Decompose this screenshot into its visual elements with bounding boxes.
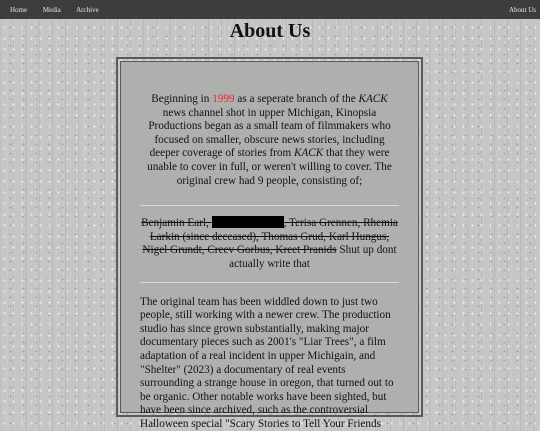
- top-navbar: [0, 0, 540, 19]
- crew-struck-b: , Terisa Grennen, Rhemia Larkin (since deceased), Thomas Grud, Karl Hungus, Nigel Grundt, Creev Gorbus, Kreet Pranids: [142, 217, 398, 257]
- redaction-bar: [212, 216, 284, 228]
- nav-home-link[interactable]: Home: [10, 6, 28, 14]
- intro-paragraph: [140, 93, 399, 188]
- content-frame: [116, 57, 423, 430]
- page-title: About Us: [229, 20, 311, 42]
- history-paragraph: The original team has been widdled down to just two people, still working with a newer crew. The production studio has since grown substantially, making major documentary pieces such as 2001's "Liar Trees", a film adaptation of a real incident in upper Michigain, and "Shelter" (2023) a documentary of real events surrounding a strange house in oregon, that turned out to be organic. Other notable works have been sighted, but have been since archived, such as the controversial Halloween special "Scary Stories to Tell Your Friends: [140, 295, 394, 430]
- nav-links: [10, 6, 113, 14]
- nav-archive-link[interactable]: Archive: [76, 6, 99, 14]
- crew-list: [140, 216, 399, 271]
- nav-media-link[interactable]: Media: [42, 6, 61, 14]
- crew-struck-a: Benjamin Earl,: [141, 217, 212, 230]
- intro-text-3: news channel shot in upper Michigan, Kinopsia Productions began as a small team of filmmakers who focused on smaller, obscure news stories, including deeper coverage of stories from: [148, 106, 391, 160]
- intro-text-2: as a seperate branch of the: [234, 93, 359, 105]
- divider-2: [140, 282, 399, 283]
- intro-text-4: that they were unable to cover in full, or weren't willing to cover. The original crew had 9 people, consisting of;: [147, 147, 392, 187]
- divider-1: [140, 205, 399, 206]
- intro-year: 1999: [212, 93, 235, 105]
- nav-about-link[interactable]: About Us: [508, 6, 536, 14]
- intro-text-1: Beginning in: [151, 93, 213, 105]
- intro-kack-2: KACK: [294, 147, 324, 160]
- crew-note: Shut up dont actually write that: [229, 244, 397, 270]
- intro-kack-1: KACK: [358, 93, 388, 105]
- content-card: [120, 61, 419, 430]
